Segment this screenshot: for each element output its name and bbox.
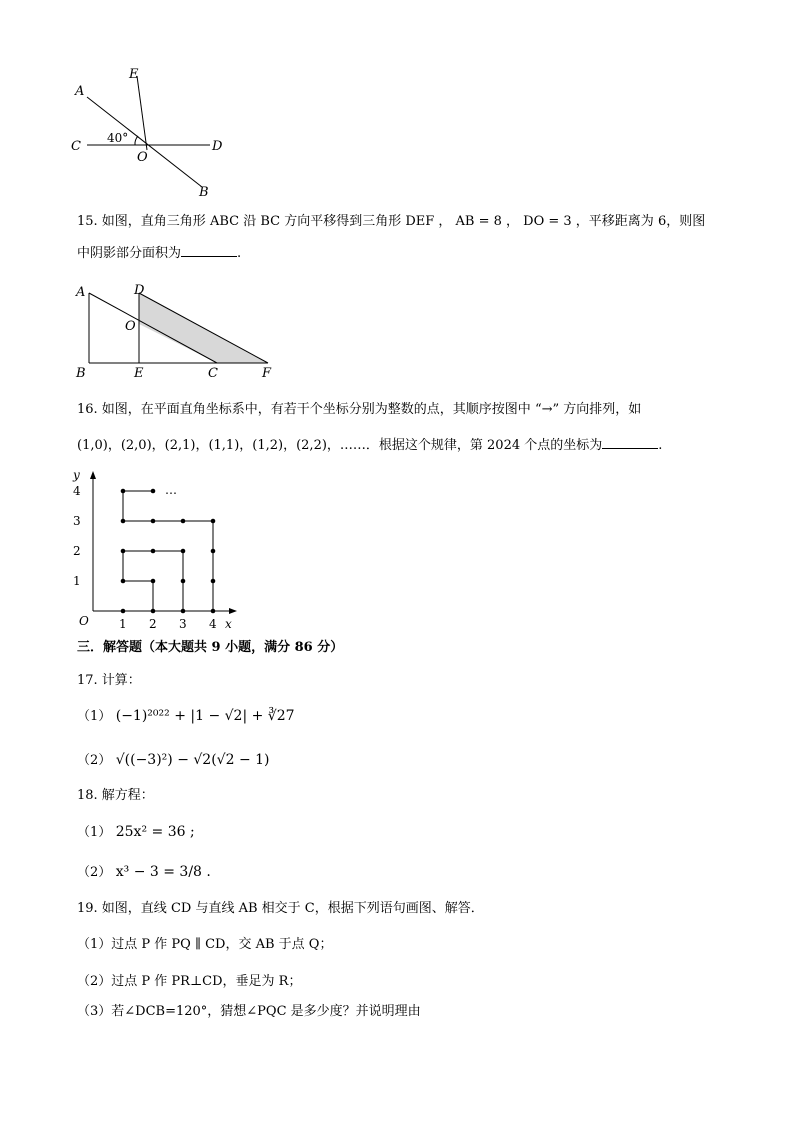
label-A: A	[75, 84, 85, 99]
figure-coordinate-grid	[65, 465, 245, 630]
q17-title: 17. 计算：	[77, 673, 141, 688]
label-C: C	[208, 366, 218, 381]
q17-part1-label: （1）	[77, 709, 112, 724]
xtick-1: 1	[119, 617, 127, 630]
label-D: D	[134, 283, 145, 298]
q16-line2	[77, 436, 662, 456]
ytick-2: 2	[73, 544, 81, 558]
q16-line2-text: (1,0)，(2,0)，(2,1)，(1,1)，(1,2)，(2,2)，……．根据这个规律，第 2024 个点的坐标为	[77, 438, 603, 453]
q19-title: 19. 如图，直线 CD 与直线 AB 相交于 C，根据下列语句画图、解答．	[77, 901, 484, 916]
label-B: B	[76, 366, 86, 381]
q16-answer-blank	[602, 436, 658, 449]
label-O: O	[79, 614, 89, 628]
label-O: O	[125, 319, 136, 334]
q18-part1-label: （1）	[77, 825, 112, 840]
q17-part2	[77, 750, 270, 771]
q17-part1	[77, 706, 295, 727]
q15-line1: 15. 如图，直角三角形 ABC 沿 BC 方向平移得到三角形 DEF ， AB = 8 ， DO = 3 ，平移距离为 6，则图	[77, 214, 706, 229]
q17-part2-expr: √((−3)²) − √2(√2 − 1)	[115, 752, 270, 768]
label-O: O	[137, 150, 148, 165]
label-angle: 40°	[107, 131, 129, 145]
label-A: A	[76, 285, 86, 300]
q18-part2	[77, 862, 211, 883]
q18-part2-label: （2）	[77, 865, 112, 880]
q18-part2-expr: x³ − 3 = 3/8 .	[115, 864, 211, 880]
label-y: y	[73, 468, 80, 482]
q15-line2-text: 中阴影部分面积为	[77, 246, 182, 261]
q17-part2-label: （2）	[77, 753, 112, 768]
q15-line2-end: .	[237, 246, 242, 261]
q15-line2	[77, 244, 241, 264]
figure-translated-triangles	[70, 280, 285, 382]
ytick-4: 4	[73, 484, 81, 498]
q18-title: 18. 解方程：	[77, 788, 154, 803]
label-F: F	[262, 366, 272, 381]
q15-answer-blank	[181, 244, 237, 257]
figure-angle-lines	[65, 62, 235, 202]
section-heading: 三．解答题（本大题共 9 小题，满分 86 分）	[77, 640, 344, 655]
q16-line2-end: .	[658, 438, 663, 453]
q18-part1	[77, 822, 195, 843]
q19-part2: （2）过点 P 作 PR⊥CD，垂足为 R；	[77, 974, 302, 989]
label-D: D	[212, 139, 223, 154]
q19-part3: （3）若∠DCB=120°，猜想∠PQC 是多少度？并说明理由	[77, 1004, 421, 1019]
q17-part1-expr: (−1)²⁰²² + |1 − √2| + ∛27	[115, 708, 295, 724]
ytick-1: 1	[73, 574, 81, 588]
xtick-2: 2	[149, 617, 157, 630]
label-C: C	[71, 139, 81, 154]
xtick-3: 3	[179, 617, 187, 630]
label-E: E	[129, 67, 139, 82]
q16-line1: 16. 如图，在平面直角坐标系中，有若干个坐标分别为整数的点，其顺序按图中 “→” 方向排列，如	[77, 402, 642, 417]
label-E: E	[134, 366, 144, 381]
ellipsis: …	[165, 483, 177, 497]
ytick-3: 3	[73, 514, 81, 528]
xtick-4: 4	[209, 617, 217, 630]
label-B: B	[199, 185, 209, 200]
q18-part1-expr: 25x² = 36 ;	[115, 824, 195, 840]
label-x: x	[225, 617, 232, 630]
q19-part1: （1）过点 P 作 PQ ∥ CD，交 AB 于点 Q；	[77, 937, 333, 952]
